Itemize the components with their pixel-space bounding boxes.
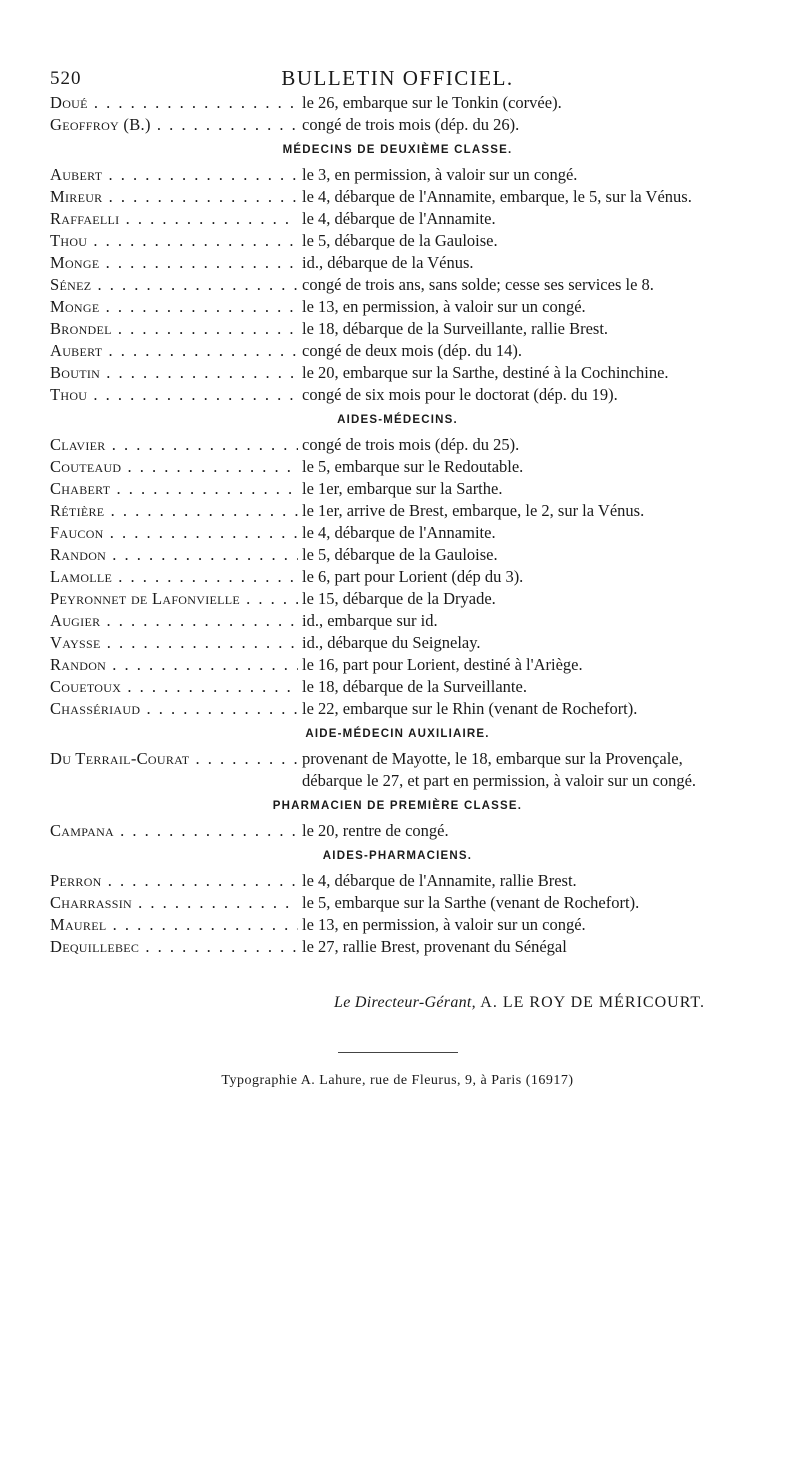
entry-name: Monge . . . [50,252,298,274]
entry-name: Monge . . . [50,296,298,318]
list-item [50,208,745,230]
entry-name: Rétière . . . [50,500,298,522]
list-item [50,522,745,544]
entry-text: le 1er, embarque sur la Sarthe. [302,479,503,498]
entry-text: id., débarque de la Vénus. [302,253,474,272]
list-item [50,654,745,676]
list-item [50,340,745,362]
list-item [50,566,745,588]
section [50,92,745,136]
entry-text: le 27, rallie Brest, provenant du Sénégal [302,937,567,956]
section [50,144,745,406]
entry-name: Aubert . . . [50,164,298,186]
entry-name: Couetoux . . . [50,676,298,698]
entry-name: Chabert . . . [50,478,298,500]
page-title: BULLETIN OFFICIEL. [281,66,514,90]
entry-name: Dequillebec . . . [50,936,298,958]
entry-name: Perron . . . [50,870,298,892]
entry-text: congé de trois mois (dép. du 25). [302,435,520,454]
entry-name: Charrassin . . . [50,892,298,914]
list-item [50,610,745,632]
list-item [50,456,745,478]
page-header [50,58,745,92]
entry-name: Du Terrail-Courat . . . [50,748,298,770]
entry-name: Campana . . . [50,820,298,842]
list-item [50,698,745,720]
entry-text: congé de trois ans, sans solde; cesse ses services le 8. [302,275,654,294]
signature-role: Le Directeur-Gérant, [334,994,476,1011]
list-item [50,384,745,406]
entry-text: congé de six mois pour le doctorat (dép. du 19). [302,385,618,404]
entry-name: Thou . . . [50,230,298,252]
entry-name: Lamolle . . . [50,566,298,588]
entry-name: Geoffroy (B.) . . . [50,114,298,136]
entry-text: le 18, débarque de la Surveillante. [302,677,527,696]
list-item [50,164,745,186]
entry-name: Mireur . . . [50,186,298,208]
list-item [50,914,745,936]
entry-name: Maurel . . . [50,914,298,936]
divider-rule [338,1052,458,1053]
list-item [50,114,745,136]
entry-text: le 18, débarque de la Surveillante, rallie Brest. [302,319,609,338]
signature [50,994,745,1012]
entry-name: Couteaud . . . [50,456,298,478]
entry-name: Faucon . . . [50,522,298,544]
entry-text: le 13, en permission, à valoir sur un congé. [302,297,586,316]
list-item [50,92,745,114]
entry-text: id., débarque du Seignelay. [302,633,481,652]
entry-name: Boutin . . . [50,362,298,384]
list-item [50,500,745,522]
signature-name: A. LE ROY DE MÉRICOURT. [480,994,705,1011]
entry-text: id., embarque sur id. [302,611,438,630]
list-item [50,870,745,892]
list-item [50,748,745,792]
list-item [50,820,745,842]
page [50,58,745,1089]
entry-name: Augier . . . [50,610,298,632]
entry-name: Peyronnet de Lafonvielle . . . [50,588,298,610]
entry-text: le 4, débarque de l'Annamite, embarque, le 5, sur la Vénus. [302,187,692,206]
entry-text: le 20, embarque sur la Sarthe, destiné à la Cochinchine. [302,363,669,382]
entry-text: le 15, débarque de la Dryade. [302,589,496,608]
entry-text: le 26, embarque sur le Tonkin (corvée). [302,93,562,112]
entry-name: Randon . . . [50,544,298,566]
list-item [50,936,745,958]
entry-text: le 4, débarque de l'Annamite, rallie Brest. [302,871,577,890]
section-title: MÉDECINS DE DEUXIÈME CLASSE. [282,144,513,156]
page-number: 520 [50,68,82,89]
entry-text: le 5, embarque sur la Sarthe (venant de Rochefort). [302,893,640,912]
entry-text: le 20, rentre de congé. [302,821,449,840]
entry-text: congé de deux mois (dép. du 14). [302,341,522,360]
list-item [50,318,745,340]
section [50,850,745,958]
list-item [50,544,745,566]
entry-name: Doué . . . [50,92,298,114]
section-title: AIDES-PHARMACIENS. [322,850,473,862]
entry-text: le 3, en permission, à valoir sur un congé. [302,165,578,184]
printer-imprint: Typographie A. Lahure, rue de Fleurus, 9, à Paris (16917) [221,1073,574,1088]
entry-name: Brondel . . . [50,318,298,340]
section [50,800,745,842]
entry-text: le 5, embarque sur le Redoutable. [302,457,524,476]
list-item [50,588,745,610]
list-item [50,230,745,252]
list-item [50,186,745,208]
sections [50,92,745,958]
section-title: AIDES-MÉDECINS. [337,414,458,426]
list-item [50,362,745,384]
list-item [50,478,745,500]
section [50,728,745,792]
entry-name: Randon . . . [50,654,298,676]
list-item [50,296,745,318]
entry-name: Clavier . . . [50,434,298,456]
entry-text: le 5, débarque de la Gauloise. [302,231,498,250]
list-item [50,434,745,456]
entry-name: Raffaelli . . . [50,208,298,230]
list-item [50,676,745,698]
entry-text: provenant de Mayotte, le 18, embarque sur la Provençale, débarque le 27, et part en permission, à valoir sur un congé. [302,749,697,790]
entry-text: le 4, débarque de l'Annamite. [302,209,496,228]
section-title: PHARMACIEN DE PREMIÈRE CLASSE. [272,800,523,812]
entry-text: le 16, part pour Lorient, destiné à l'Ariège. [302,655,583,674]
entry-text: le 1er, arrive de Brest, embarque, le 2, sur la Vénus. [302,501,645,520]
entry-name: Vaysse . . . [50,632,298,654]
entry-name: Chassériaud . . . [50,698,298,720]
section [50,414,745,720]
entry-text: le 22, embarque sur le Rhin (venant de Rochefort). [302,699,638,718]
list-item [50,252,745,274]
entry-text: le 13, en permission, à valoir sur un congé. [302,915,586,934]
list-item [50,632,745,654]
list-item [50,274,745,296]
section-title: AIDE-MÉDECIN AUXILIAIRE. [305,728,490,740]
entry-text: congé de trois mois (dép. du 26). [302,115,520,134]
entry-name: Sénez . . . [50,274,298,296]
list-item [50,892,745,914]
entry-name: Aubert . . . [50,340,298,362]
entry-text: le 5, débarque de la Gauloise. [302,545,498,564]
entry-text: le 6, part pour Lorient (dép du 3). [302,567,524,586]
entry-text: le 4, débarque de l'Annamite. [302,523,496,542]
entry-name: Thou . . . [50,384,298,406]
